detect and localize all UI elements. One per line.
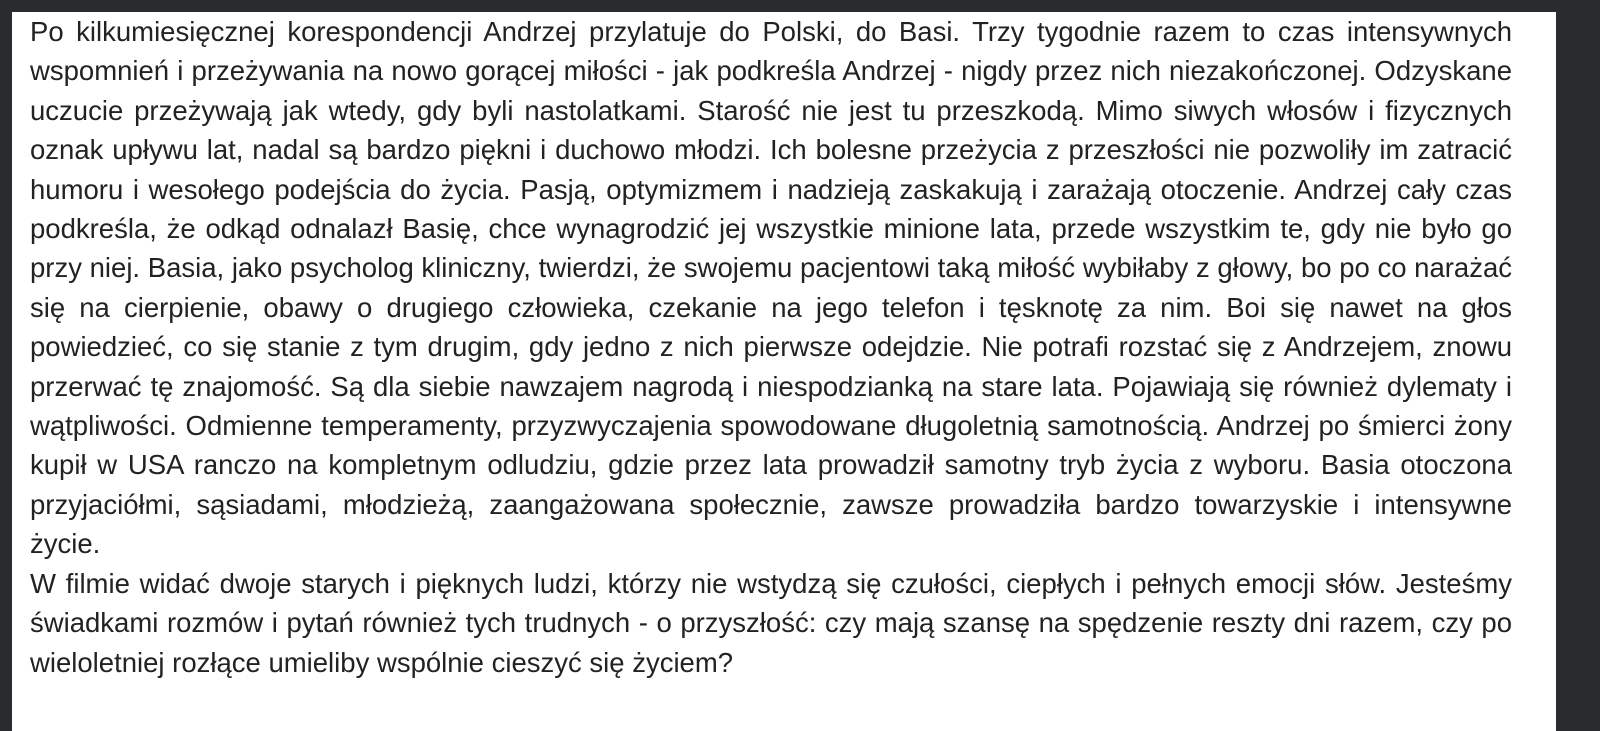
- window-left-border: [0, 0, 12, 731]
- window-top-border: [0, 0, 1600, 12]
- paragraph: W filmie widać dwoje starych i pięknych ludzi, którzy nie wstydzą się czułości, ciepłych i pełnych emocji słów. Jesteśmy świadkami rozmów i pytań również tych trudnych - o przyszłość: czy mają szansę na spędzenie reszty dni razem, czy po wieloletniej rozłące umieliby wspólnie cieszyć się życiem?: [30, 567, 1512, 678]
- paragraph: Po kilkumiesięcznej korespondencji Andrzej przylatuje do Polski, do Basi. Trzy tygodnie razem to czas intensywnych wspomnień i przeżywania na nowo gorącej miłości - jak podkreśla Andrzej - nigdy przez nich niezakończonej. Odzyskane uczucie przeżywają jak wtedy, gdy byli nastolatkami. Starość nie jest tu przeszkodą. Mimo siwych włosów i fizycznych oznak upływu lat, nadal są bardzo piękni i duchowo młodzi. Ich bolesne przeżycia z przeszłości nie pozwoliły im zatracić humoru i wesołego podejścia do życia. Pasją, optymizmem i nadzieją zaskakują i zarażają otoczenie. Andrzej cały czas podkreśla, że odkąd odnalazł Basię, chce wynagrodzić jej wszystkie minione lata, przede wszystkim te, gdy nie było go przy niej. Basia, jako psycholog kliniczny, twierdzi, że swojemu pacjentowi taką miłość wybiłaby z głowy, bo po co narażać się na cierpienie, obawy o drugiego człowieka, czekanie na jego telefon i tęsknotę za nim. Boi się nawet na głos powiedzieć, co się stanie z tym drugim, gdy jedno z nich pierwsze odejdzie. Nie potrafi rozstać się z Andrzejem, znowu przerwać tę znajomość. Są dla siebie nawzajem nagrodą i niespodzianką na stare lata. Pojawiają się również dylematy i wątpliwości. Odmienne temperamenty, przyzwyczajenia spowodowane długoletnią samotnością. Andrzej po śmierci żony kupił w USA ranczo na kompletnym odludziu, gdzie przez lata prowadził samotny tryb życia z wyboru. Basia otoczona przyjaciółmi, sąsiadami, młodzieżą, zaangażowana społecznie, zawsze prowadziła bardzo towarzyskie i intensywne życie.: [30, 16, 1512, 560]
- window-right-border: [1556, 0, 1600, 731]
- document-body: [30, 12, 1512, 682]
